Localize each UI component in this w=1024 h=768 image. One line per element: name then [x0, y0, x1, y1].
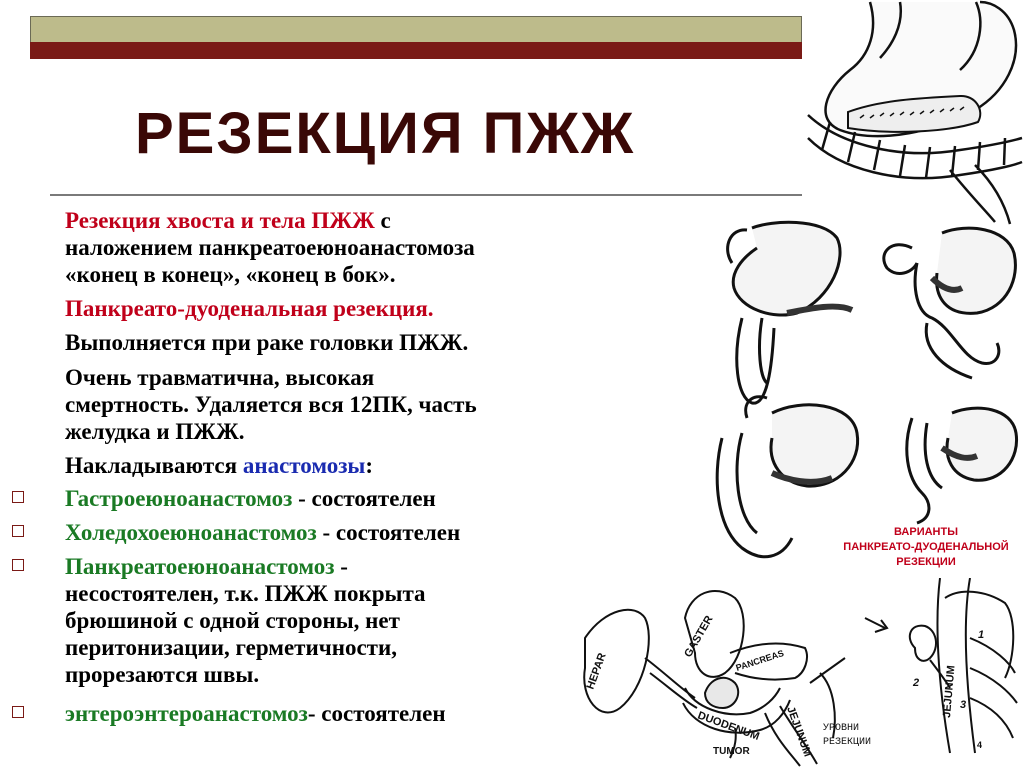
caption-line-2: ПАНКРЕАТО-ДУОДЕНАЛЬНОЙ [843, 541, 1009, 553]
bullet-3-term: Панкреатоеюноанастомоз [65, 554, 335, 579]
level-number-2: 2 [913, 677, 920, 689]
para1-line1-rest: с [374, 208, 391, 233]
bullet-2-term: Холедохоеюноанастомоз [65, 520, 317, 545]
para1-line3: «конец в конец», «конец в бок». [65, 262, 396, 287]
duodenum-label: DUODENUM [695, 709, 761, 743]
para2: Панкреато-дуоденальная резекция. [65, 296, 434, 321]
hepar-label: HEPAR [584, 651, 609, 692]
para3: Выполняется при раке головки ПЖЖ. [65, 330, 469, 355]
para1-red-text: Резекция хвоста и тела ПЖЖ [65, 208, 375, 233]
jejunum-label-2: JEJUNUM [941, 664, 958, 719]
para4-line2: смертность. Удаляется вся 12ПК, часть [65, 392, 477, 417]
level-number-4: 4 [977, 740, 983, 750]
para1-line1 [65, 207, 391, 234]
bullet-3-rest: - [334, 554, 348, 579]
bullet-3-line3: брюшиной с одной стороны, нет [65, 608, 400, 633]
bullet-item-2 [65, 519, 460, 546]
para4-line1: Очень травматична, высокая [65, 365, 375, 390]
para5-highlight: анастомозы [242, 453, 366, 478]
bullet-item-1 [65, 485, 436, 512]
pancreas-label: PANCREAS [734, 647, 786, 673]
bullet-3-line5: прорезаются швы. [65, 662, 260, 687]
level-number-3: 3 [960, 699, 967, 711]
stomach-colon-illustration [800, 0, 1024, 225]
para1-line2: наложением панкреатоеюноанастомоза [65, 235, 475, 260]
tumor-label: TUMOR [713, 746, 750, 757]
level-number-1: 1 [978, 629, 985, 641]
caption-line-1: ВАРИАНТЫ [894, 526, 958, 538]
para5-suffix: : [365, 453, 374, 478]
bullet-item-4 [65, 700, 446, 727]
illustration-caption [830, 525, 1022, 570]
levels-label-line-2: РЕЗЕКЦИИ [823, 737, 872, 748]
levels-label-line-1: УРОВНИ [823, 723, 860, 734]
caption-line-3: РЕЗЕКЦИИ [896, 556, 956, 568]
bullet-4-rest: - состоятелен [307, 701, 446, 726]
resection-variants-illustration [712, 218, 1024, 578]
header-bar-olive [30, 16, 802, 42]
bullet-3-line4: перитонизации, герметичности, [65, 635, 397, 660]
para5 [65, 452, 373, 479]
labeled-anatomy-illustration [565, 578, 1024, 768]
header-bar [30, 16, 802, 60]
title-divider [50, 194, 802, 196]
bullet-1-rest: - состоятелен [292, 486, 436, 511]
bullet-4-term: энтероэнтероанастомоз [65, 701, 308, 726]
bullet-marker [12, 559, 24, 571]
bullet-1-term: Гастроеюноанастомоз [65, 486, 293, 511]
header-bar-maroon [30, 42, 802, 59]
bullet-marker [12, 706, 24, 718]
para4-line3: желудка и ПЖЖ. [65, 419, 245, 444]
bullet-marker [12, 525, 24, 537]
bullet-3-line2: несостоятелен, т.к. ПЖЖ покрыта [65, 581, 426, 606]
gaster-label: GASTER [682, 613, 716, 660]
slide-title: РЕЗЕКЦИЯ ПЖЖ [135, 101, 636, 166]
jejunum-label: JEJUNUM [784, 704, 814, 759]
bullet-2-rest: - состоятелен [316, 520, 461, 545]
para5-prefix: Накладываются [65, 453, 243, 478]
bullet-marker [12, 491, 24, 503]
bullet-item-3 [65, 553, 348, 580]
